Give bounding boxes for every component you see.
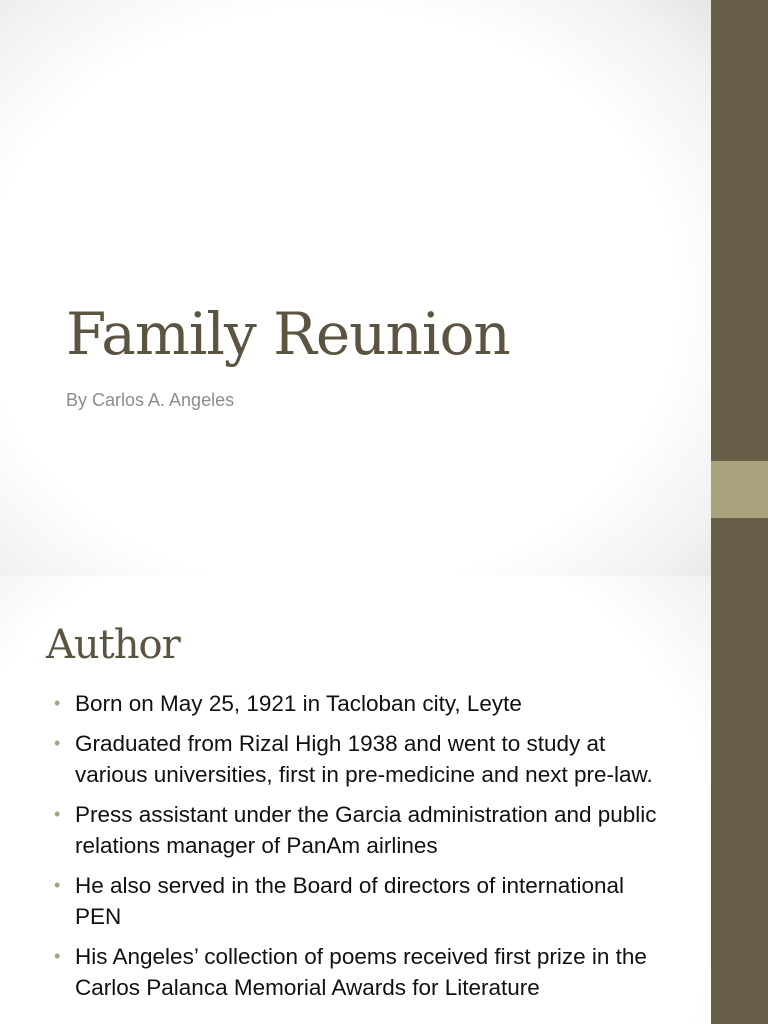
bullet-text: He also served in the Board of directors of international PEN bbox=[75, 873, 625, 929]
author-slide bbox=[0, 576, 768, 1024]
bullet-icon: • bbox=[54, 804, 61, 824]
bullet-text: Graduated from Rizal High 1938 and went to study at various universities, first in pre-medicine and next pre-law. bbox=[75, 731, 653, 787]
bullet-icon: • bbox=[54, 693, 61, 713]
bullet-icon: • bbox=[54, 875, 61, 895]
slide-subtitle: By Carlos A. Angeles bbox=[66, 390, 235, 410]
slide-title: Family Reunion bbox=[66, 300, 510, 368]
slide-heading: Author bbox=[46, 622, 180, 668]
bullet-text: Press assistant under the Garcia administration and public relations manager of PanAm airlines bbox=[75, 802, 657, 858]
bullet-item bbox=[54, 688, 674, 719]
bullet-icon: • bbox=[54, 946, 61, 966]
bullet-item bbox=[54, 941, 674, 1003]
sidebar-bar bbox=[711, 576, 768, 1024]
bullet-item bbox=[54, 799, 674, 861]
bullet-text: His Angeles’ collection of poems received first prize in the Carlos Palanca Memorial Awards for Literature bbox=[75, 944, 647, 1000]
bullet-text: Born on May 25, 1921 in Tacloban city, Leyte bbox=[75, 691, 522, 716]
bullet-item bbox=[54, 870, 674, 932]
bullet-icon: • bbox=[54, 733, 61, 753]
bullet-item bbox=[54, 728, 674, 790]
bullet-list bbox=[54, 688, 674, 1012]
sidebar-accent-block bbox=[711, 461, 768, 518]
